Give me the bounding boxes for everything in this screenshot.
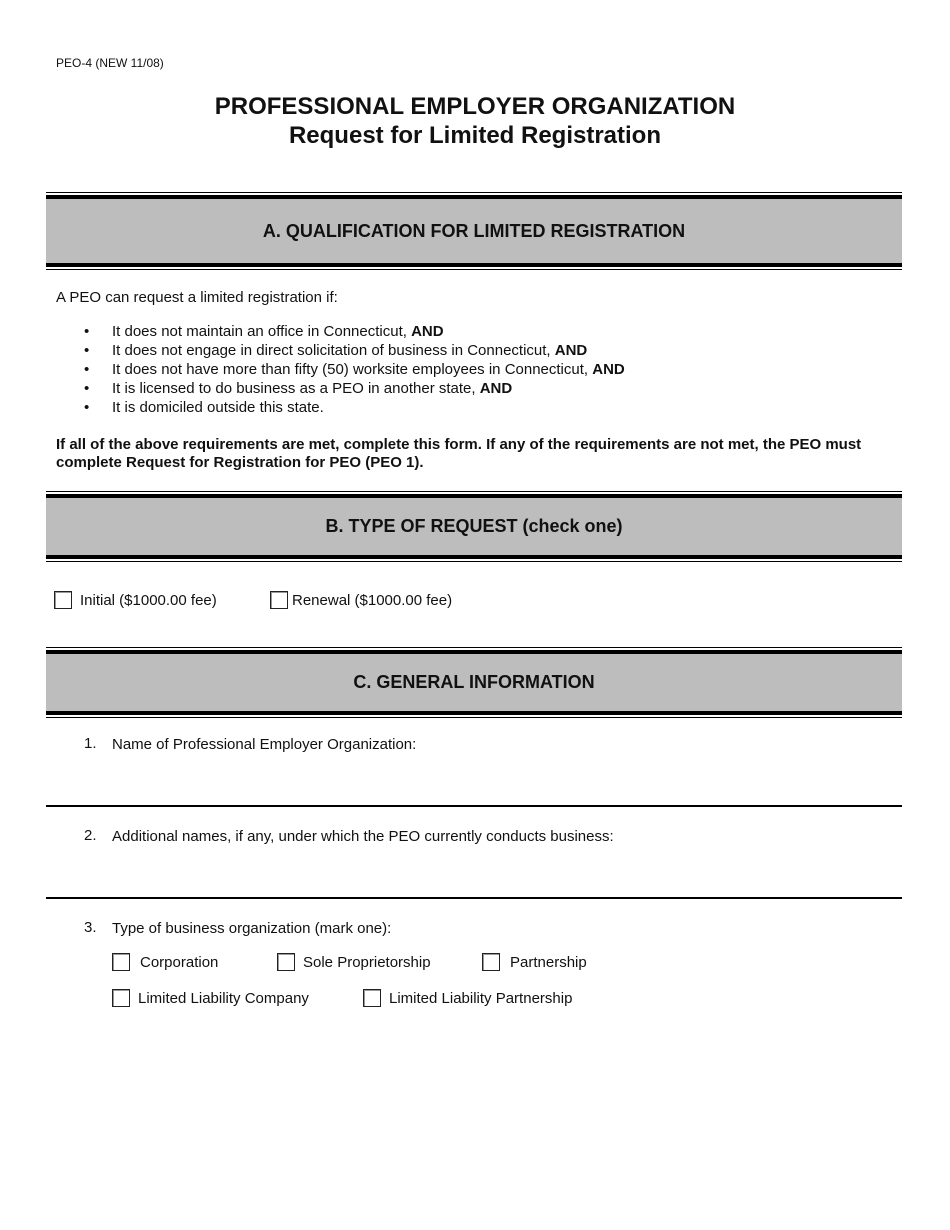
q3-label: Type of business organization (mark one): — [112, 920, 392, 937]
initial-option[interactable]: Initial ($1000.00 fee) — [54, 591, 217, 609]
section-c-header — [46, 650, 902, 715]
q2-answer-line[interactable] — [46, 897, 902, 899]
requirements-list — [84, 322, 625, 417]
list-item: • It does not maintain an office in Connecticut, AND — [84, 322, 625, 341]
section-b-header — [46, 494, 902, 559]
list-item: • It is domiciled outside this state. — [84, 398, 625, 417]
llp-option[interactable]: Limited Liability Partnership — [363, 989, 572, 1007]
initial-checkbox[interactable] — [54, 591, 72, 609]
llp-checkbox[interactable] — [363, 989, 381, 1007]
section-a-heading: A. QUALIFICATION FOR LIMITED REGISTRATION — [262, 220, 686, 241]
corporation-option[interactable]: Corporation — [112, 953, 218, 971]
form-number: PEO-4 (NEW 11/08) — [56, 56, 164, 70]
page-subtitle: Request for Limited Registration — [288, 122, 662, 149]
list-item: • It does not have more than fifty (50) worksite employees in Connecticut, AND — [84, 360, 625, 379]
page-title: PROFESSIONAL EMPLOYER ORGANIZATION — [214, 93, 736, 120]
q1-answer-line[interactable] — [46, 805, 902, 807]
section-a-note: If all of the above requirements are met, complete this form. If any of the requirements are not met, the PEO must complete Request for Registration for PEO (PEO 1). — [56, 436, 862, 471]
section-a-header — [46, 195, 902, 267]
partnership-option[interactable]: Partnership — [482, 953, 587, 971]
sole-proprietorship-option[interactable]: Sole Proprietorship — [277, 953, 431, 971]
renewal-option[interactable]: Renewal ($1000.00 fee) — [270, 591, 452, 609]
llc-checkbox[interactable] — [112, 989, 130, 1007]
list-item: • It is licensed to do business as a PEO in another state, AND — [84, 379, 625, 398]
section-a-intro: A PEO can request a limited registration if: — [56, 289, 338, 306]
partnership-checkbox[interactable] — [482, 953, 500, 971]
sole-proprietorship-checkbox[interactable] — [277, 953, 295, 971]
llc-option[interactable]: Limited Liability Company — [112, 989, 309, 1007]
renewal-checkbox[interactable] — [270, 591, 288, 609]
q2-number: 2. — [84, 827, 97, 844]
list-item: • It does not engage in direct solicitation of business in Connecticut, AND — [84, 341, 625, 360]
q1-label: Name of Professional Employer Organization: — [112, 736, 417, 753]
q2-label: Additional names, if any, under which the PEO currently conducts business: — [112, 828, 614, 845]
q1-number: 1. — [84, 735, 97, 752]
section-b-heading: B. TYPE OF REQUEST (check one) — [325, 516, 623, 536]
section-c-heading: C. GENERAL INFORMATION — [353, 672, 595, 692]
corporation-checkbox[interactable] — [112, 953, 130, 971]
q3-number: 3. — [84, 919, 97, 936]
